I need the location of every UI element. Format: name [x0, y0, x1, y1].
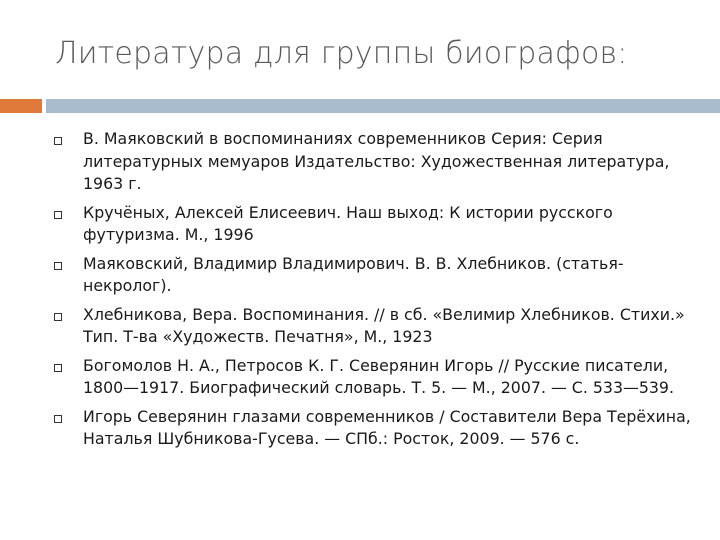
list-item: [50, 253, 700, 298]
slide-title: Литература для группы биографов:: [55, 36, 628, 71]
accent-bar-blue: [46, 99, 720, 113]
list-item: [50, 406, 700, 451]
square-bullet-icon: [54, 313, 62, 321]
square-bullet-icon: [54, 415, 62, 423]
list-item-text: Кручёных, Алексей Елисеевич. Наш выход: К истории русского футуризма. М., 1996: [83, 202, 613, 244]
list-item: [50, 128, 700, 196]
list-item: [50, 304, 700, 349]
bibliography-list: [50, 128, 700, 457]
square-bullet-icon: [54, 364, 62, 372]
list-item-text: Хлебникова, Вера. Воспоминания. // в сб. «Велимир Хлебников. Стихи.» Тип. Т-ва «Художеств. Печатня», М., 1923: [83, 304, 685, 346]
accent-bar-orange: [0, 99, 42, 113]
square-bullet-icon: [54, 137, 62, 145]
square-bullet-icon: [54, 211, 62, 219]
list-item: [50, 202, 700, 247]
list-item: [50, 355, 700, 400]
list-item-text: Маяковский, Владимир Владимирович. В. В. Хлебников. (статья-некролог).: [83, 253, 624, 295]
list-item-text: Богомолов Н. А., Петросов К. Г. Северянин Игорь // Русские писатели, 1800—1917. Биографический словарь. Т. 5. — М., 2007. — С. 533—539.: [83, 355, 674, 397]
square-bullet-icon: [54, 262, 62, 270]
list-item-text: Игорь Северянин глазами современников / Составители Вера Терёхина, Наталья Шубникова-Гусева. — СПб.: Росток, 2009. — 576 с.: [83, 406, 691, 448]
list-item-text: В. Маяковский в воспоминаниях современников Серия: Серия литературных мемуаров Издательство: Художественная литература, 1963 г.: [83, 129, 670, 193]
